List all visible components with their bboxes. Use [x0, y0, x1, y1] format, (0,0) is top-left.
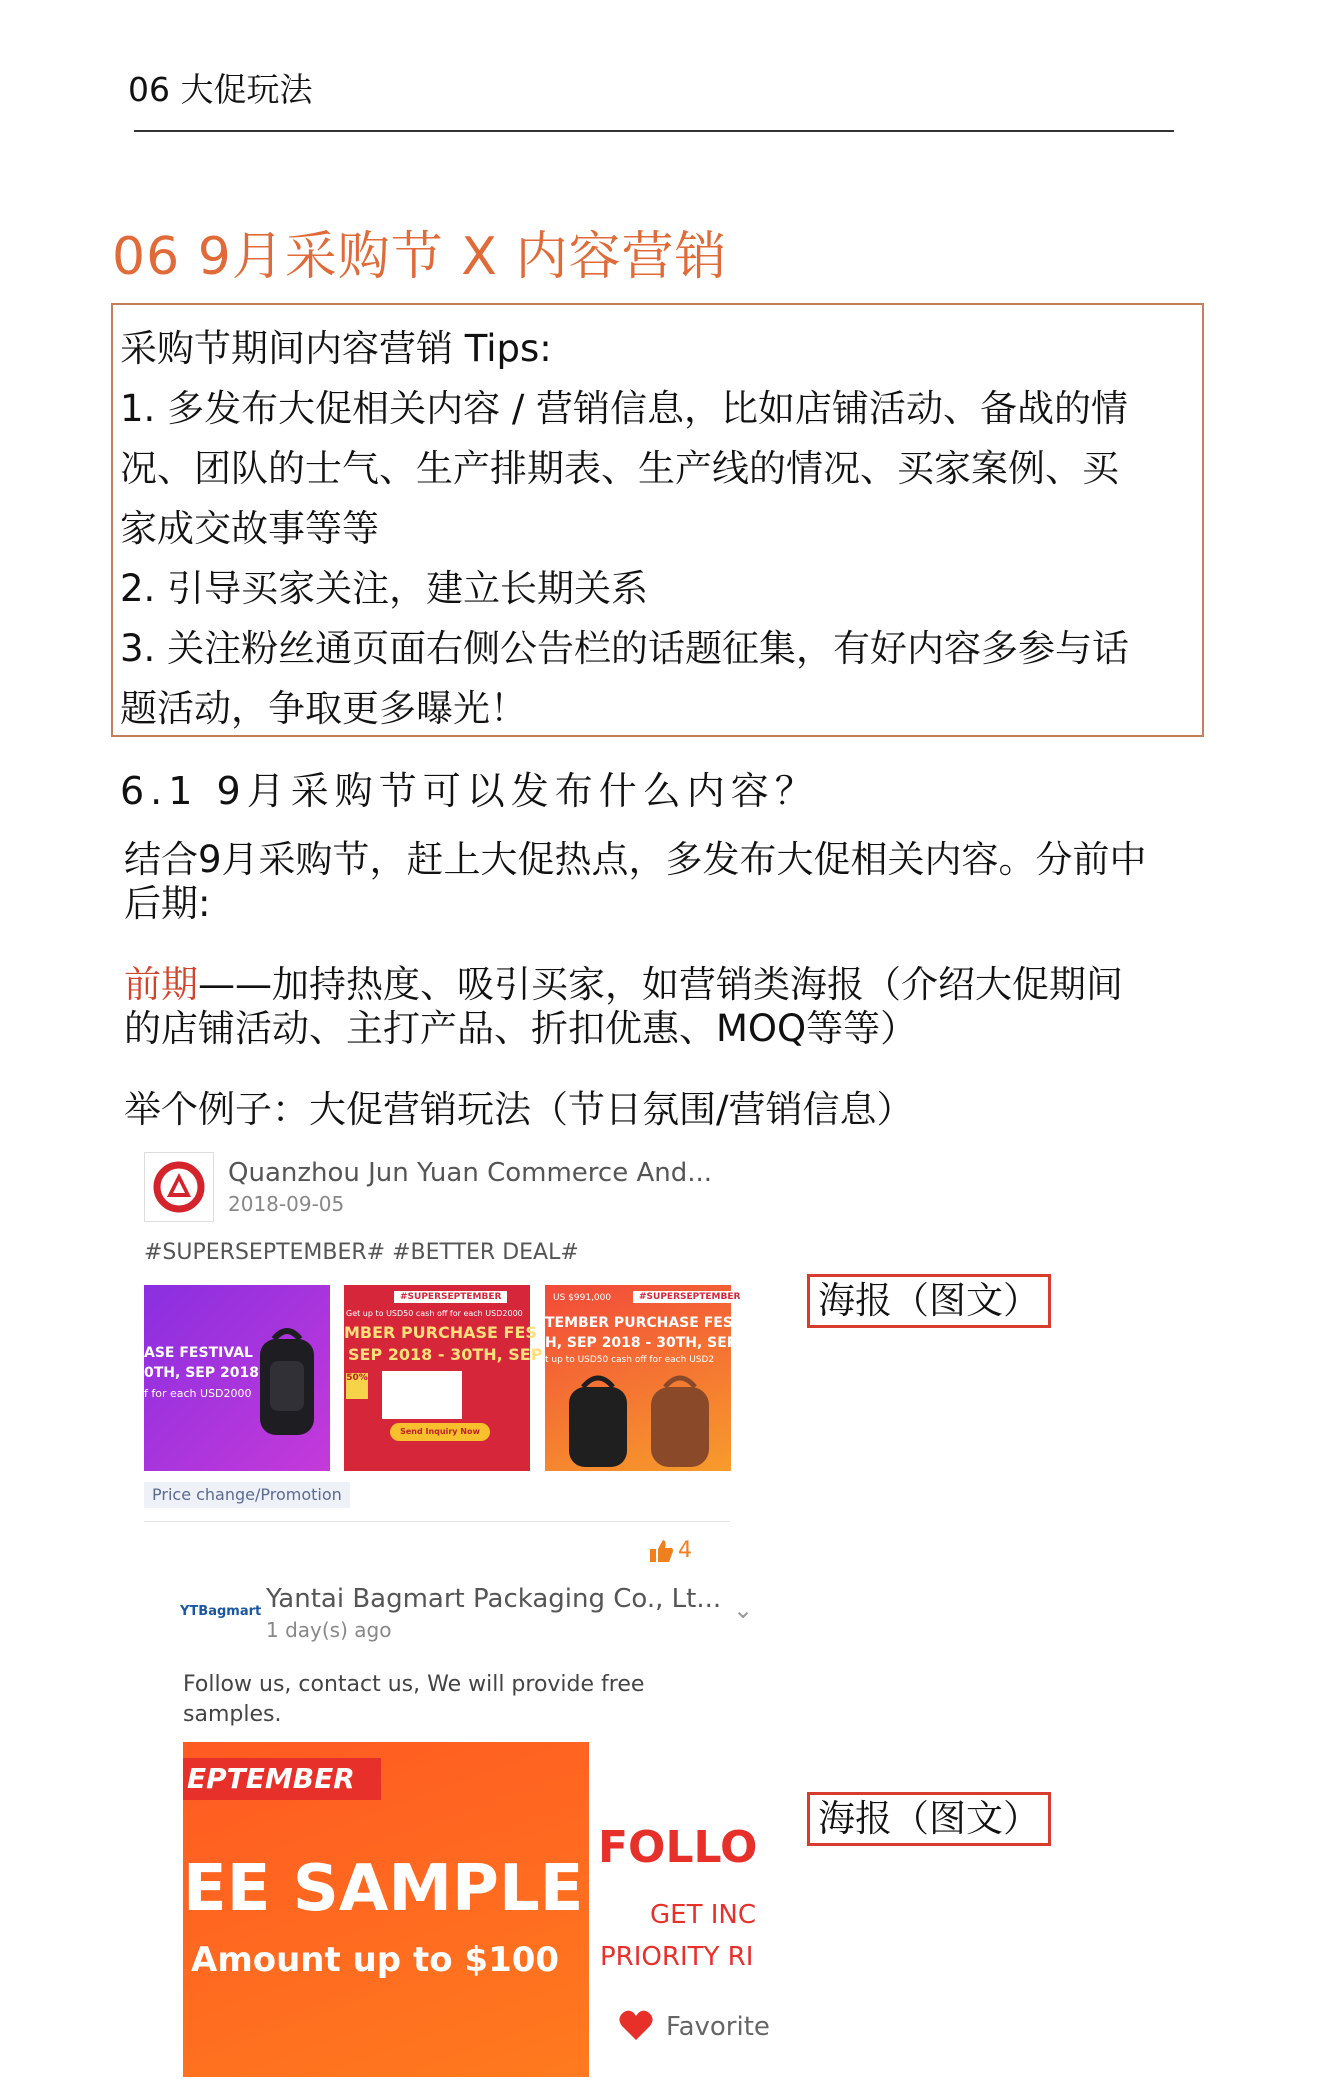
banner-badge: #SUPERSEPTEMBER [394, 1291, 507, 1303]
company-name[interactable]: Quanzhou Jun Yuan Commerce And... [228, 1158, 713, 1188]
promo-banner[interactable] [344, 1285, 543, 1471]
post-date: 1 day(s) ago [266, 1618, 392, 1642]
header-divider [134, 130, 1174, 132]
phase-line [124, 963, 1123, 1007]
poster-text: PRIORITY RI [600, 1942, 754, 1972]
tips-line: 家成交故事等等 [120, 507, 379, 550]
chevron-down-icon[interactable]: ⌄ [733, 1596, 754, 1624]
poster-ribbon: EPTEMBER [183, 1758, 381, 1800]
poster-callout: 海报（图文） [807, 1274, 1051, 1328]
intro-line: 结合9月采购节，赶上大促热点，多发布大促相关内容。分前中 [124, 838, 1147, 881]
discount-badge: 50% [346, 1373, 368, 1399]
bags-icon [555, 1369, 725, 1469]
poster-headline: EE SAMPLE [183, 1852, 584, 1926]
document-header: 06 大促玩法 [128, 70, 313, 109]
follow-poster[interactable] [590, 1742, 770, 2077]
tips-line: 2. 引导买家关注，建立长期关系 [120, 567, 649, 610]
thumbs-up-icon[interactable] [648, 1538, 674, 1564]
inquiry-button: Send Inquiry Now [390, 1423, 490, 1441]
poster-headline: FOLLO [598, 1822, 758, 1873]
promo-poster[interactable] [183, 1742, 589, 2077]
phase-accent: 前期 [124, 963, 198, 1006]
promo-banner[interactable] [545, 1285, 752, 1471]
banner-text: H, SEP 2018 - 30TH, SEP 2 [545, 1335, 752, 1351]
company-logo[interactable]: YTBagmart [180, 1604, 262, 1619]
brand-logo-icon [145, 1153, 213, 1221]
poster-text: GET INC [650, 1900, 756, 1930]
banner-text: f for each USD2000 [144, 1387, 252, 1400]
tips-line: 题活动，争取更多曝光！ [120, 687, 527, 730]
post-date: 2018-09-05 [228, 1192, 345, 1216]
hashtags[interactable]: #SUPERSEPTEMBER# #BETTER DEAL# [144, 1240, 579, 1265]
poster-amount: Amount up to $100 [191, 1940, 560, 1980]
poster-callout: 海报（图文） [807, 1792, 1051, 1846]
banner-text: ASE FESTIVAL [144, 1345, 253, 1361]
banner-badge: #SUPERSEPTEMBER [633, 1291, 746, 1303]
tips-line: 况、团队的士气、生产排期表、生产线的情况、买家案例、买 [120, 447, 1119, 490]
banner-text: MBER PURCHASE FES [344, 1323, 537, 1342]
example-heading: 举个例子：大促营销玩法（节日氛围/营销信息） [124, 1088, 914, 1131]
post-text: Follow us, contact us, We will provide free [183, 1672, 645, 1697]
tips-line: 1. 多发布大促相关内容 / 营销信息，比如店铺活动、备战的情 [120, 387, 1129, 430]
intro-line: 后期: [124, 882, 211, 925]
section-title: 06 9月采购节 X 内容营销 [112, 227, 728, 287]
phase-text: ——加持热度、吸引买家，如营销类海报（介绍大促期间 [198, 963, 1123, 1006]
post-divider [144, 1521, 730, 1522]
banner-text: TEMBER PURCHASE FEST [545, 1315, 743, 1331]
banner-text: Get up to USD50 cash off for each USD2000 [346, 1309, 523, 1318]
banner-text: t up to USD50 cash off for each USD2 [545, 1355, 715, 1365]
like-count: 4 [678, 1538, 692, 1563]
tips-line: 3. 关注粉丝通页面右侧公告栏的话题征集，有好内容多参与话 [120, 627, 1130, 670]
category-tag[interactable]: Price change/Promotion [144, 1482, 350, 1508]
heart-icon [616, 2006, 656, 2046]
post-text: samples. [183, 1702, 282, 1727]
company-logo[interactable] [144, 1152, 214, 1222]
banner-text: SEP 2018 - 30TH, SEP [348, 1345, 543, 1364]
promo-banner[interactable] [144, 1285, 330, 1471]
company-name[interactable]: Yantai Bagmart Packaging Co., Lt... [266, 1584, 722, 1614]
banner-text: 0TH, SEP 2018 [144, 1365, 259, 1381]
subheading: 6.1 9月采购节可以发布什么内容？ [120, 769, 819, 813]
banner-panel [382, 1371, 462, 1419]
phase-line: 的店铺活动、主打产品、折扣优惠、MOQ等等） [124, 1007, 918, 1050]
backpack-icon [252, 1321, 322, 1441]
favorite-label: Favorite [666, 2012, 770, 2042]
banner-text: US $991,000 [553, 1293, 612, 1303]
tips-title: 采购节期间内容营销 Tips: [120, 327, 552, 370]
